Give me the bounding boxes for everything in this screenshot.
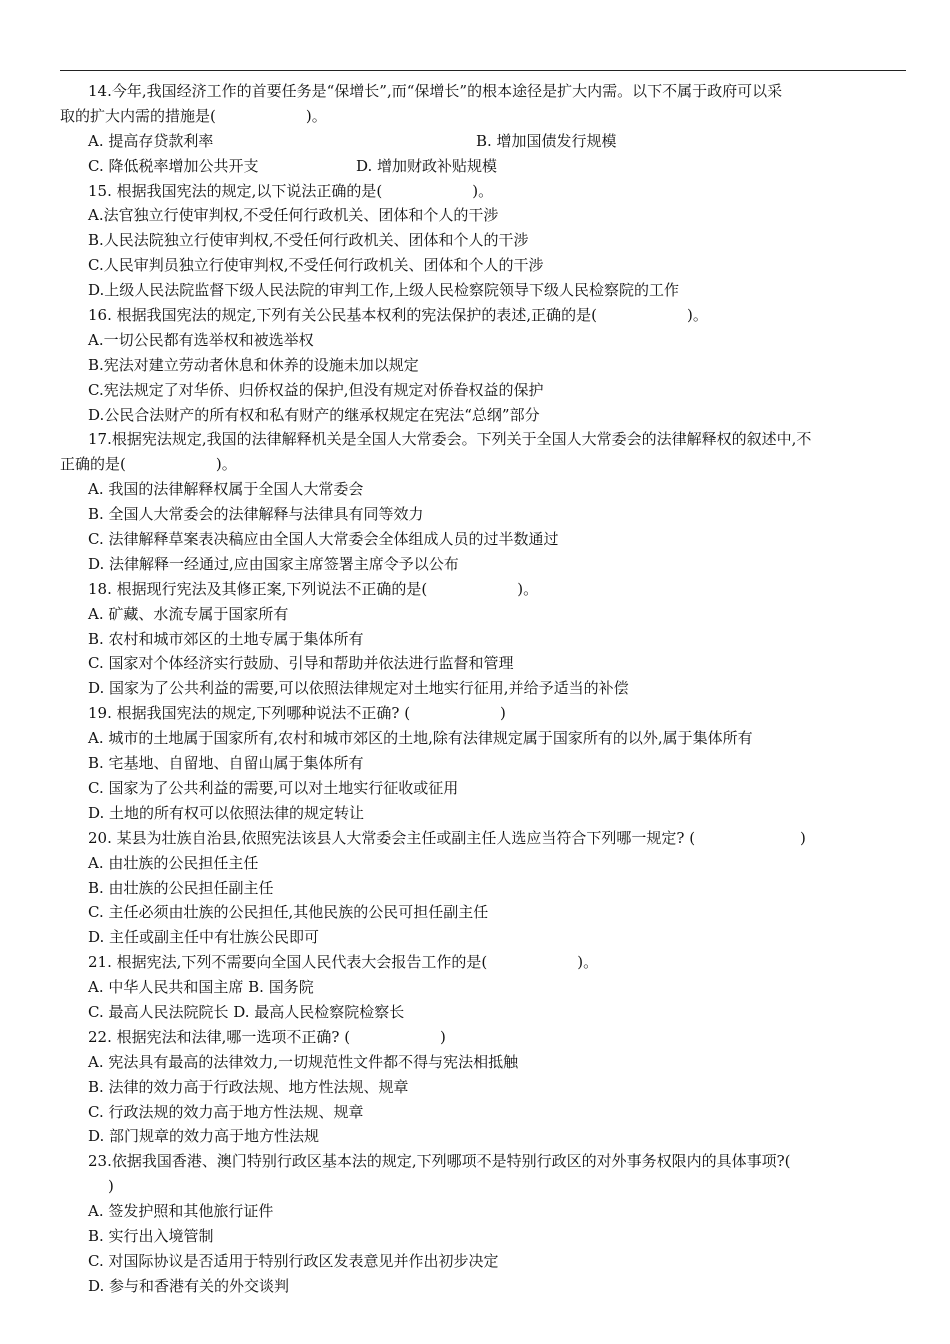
question-17-stem: 17.根据宪法规定,我国的法律解释机关是全国人大常委会。下列关于全国人大常委会的法律解释权的叙述中,不 xyxy=(88,430,812,449)
question-22-option-b: B. 法律的效力高于行政法规、地方性法规、规章 xyxy=(88,1077,409,1096)
question-17-option-a: A. 我国的法律解释权属于全国人大常委会 xyxy=(88,480,364,499)
question-14-option-c: C. 降低税率增加公共开支 xyxy=(88,156,259,175)
question-16-option-d: D.公民合法财产的所有权和私有财产的继承权规定在宪法“总纲”部分 xyxy=(88,405,540,424)
question-22-option-a: A. 宪法具有最高的法律效力,一切规范性文件都不得与宪法相抵触 xyxy=(88,1052,519,1071)
question-18-option-c: C. 国家对个体经济实行鼓励、引导和帮助并依法进行监督和管理 xyxy=(88,654,514,673)
question-23-option-d: D. 参与和香港有关的外交谈判 xyxy=(88,1276,290,1295)
question-14-option-a: A. 提高存贷款利率 xyxy=(88,131,214,150)
question-15-option-c: C.人民审判员独立行使审判权,不受任何行政机关、团体和个人的干涉 xyxy=(88,256,544,275)
question-19-stem: 19. 根据我国宪法的规定,下列哪种说法不正确? ( ) xyxy=(88,704,506,723)
question-14-option-d: D. 增加财政补贴规模 xyxy=(356,156,498,175)
question-23-stem: 23.依据我国香港、澳门特别行政区基本法的规定,下列哪项不是特别行政区的对外事务权限内的具体事项?( xyxy=(88,1152,791,1171)
question-14-options-cd xyxy=(60,154,908,179)
question-19-option-b: B. 宅基地、自留地、自留山属于集体所有 xyxy=(88,754,364,773)
question-15-option-a: A.法官独立行使审判权,不受任何行政机关、团体和个人的干涉 xyxy=(88,206,499,225)
question-15-option-d: D.上级人民法院监督下级人民法院的审判工作,上级人民检察院领导下级人民检察院的工作 xyxy=(88,281,680,300)
question-18-option-b: B. 农村和城市郊区的土地专属于集体所有 xyxy=(88,629,364,648)
question-19-option-d: D. 土地的所有权可以依照法律的规定转让 xyxy=(88,803,365,822)
question-23-stem-cont: ) xyxy=(108,1177,114,1196)
question-21-options-ab: A. 中华人民共和国主席 B. 国务院 xyxy=(88,978,314,997)
question-18-option-d: D. 国家为了公共利益的需要,可以依照法律规定对土地实行征用,并给予适当的补偿 xyxy=(88,679,629,698)
question-23-option-b: B. 实行出入境管制 xyxy=(88,1226,214,1245)
question-19-option-c: C. 国家为了公共利益的需要,可以对土地实行征收或征用 xyxy=(88,778,459,797)
question-14-option-b: B. 增加国债发行规模 xyxy=(476,131,617,150)
question-17-option-b: B. 全国人大常委会的法律解释与法律具有同等效力 xyxy=(88,505,424,524)
question-20-option-b: B. 由壮族的公民担任副主任 xyxy=(88,878,274,897)
question-17-option-d: D. 法律解释一经通过,应由国家主席签署主席令予以公布 xyxy=(88,554,459,573)
question-23-option-a: A. 签发护照和其他旅行证件 xyxy=(88,1202,274,1221)
question-18-stem: 18. 根据现行宪法及其修正案,下列说法不正确的是( )。 xyxy=(88,579,539,598)
header-rule xyxy=(60,70,906,71)
question-15-option-b: B.人民法院独立行使审判权,不受任何行政机关、团体和个人的干涉 xyxy=(88,231,529,250)
question-20-stem: 20. 某县为壮族自治县,依照宪法该县人大常委会主任或副主任人选应当符合下列哪一规定? ( ) xyxy=(88,828,806,847)
question-14-stem: 14.今年,我国经济工作的首要任务是“保增长”,而“保增长”的根本途径是扩大内需。以下不属于政府可以采 xyxy=(88,82,783,100)
question-18-option-a: A. 矿藏、水流专属于国家所有 xyxy=(88,604,289,623)
question-14-options-ab xyxy=(60,129,908,154)
question-22-stem: 22. 根据宪法和法律,哪一选项不正确? ( ) xyxy=(88,1027,446,1046)
question-21-options-cd: C. 最高人民法院院长 D. 最高人民检察院检察长 xyxy=(88,1002,405,1021)
question-20-option-d: D. 主任或副主任中有壮族公民即可 xyxy=(88,928,320,947)
question-16-option-a: A.一切公民都有选举权和被选举权 xyxy=(88,330,314,349)
question-21-stem: 21. 根据宪法,下列不需要向全国人民代表大会报告工作的是( )。 xyxy=(88,953,599,972)
question-19-option-a: A. 城市的土地属于国家所有,农村和城市郊区的土地,除有法律规定属于国家所有的以外,属于集体所有 xyxy=(88,729,753,748)
question-22-option-d: D. 部门规章的效力高于地方性法规 xyxy=(88,1127,320,1146)
question-15-stem: 15. 根据我国宪法的规定,以下说法正确的是( )。 xyxy=(88,181,494,200)
exam-page xyxy=(60,79,908,1299)
question-22-option-c: C. 行政法规的效力高于地方性法规、规章 xyxy=(88,1102,364,1121)
question-14-stem-cont: 取的扩大内需的措施是( )。 xyxy=(60,106,327,125)
question-16-option-c: C.宪法规定了对华侨、归侨权益的保护,但没有规定对侨眷权益的保护 xyxy=(88,380,544,399)
question-16-option-b: B.宪法对建立劳动者休息和休养的设施未加以规定 xyxy=(88,355,419,374)
question-17-option-c: C. 法律解释草案表决稿应由全国人大常委会全体组成人员的过半数通过 xyxy=(88,530,559,549)
question-17-stem-cont: 正确的是( )。 xyxy=(60,455,237,474)
question-16-stem: 16. 根据我国宪法的规定,下列有关公民基本权利的宪法保护的表述,正确的是( )。 xyxy=(88,306,708,325)
question-20-option-c: C. 主任必须由壮族的公民担任,其他民族的公民可担任副主任 xyxy=(88,903,489,922)
question-20-option-a: A. 由壮族的公民担任主任 xyxy=(88,853,259,872)
question-23-option-c: C. 对国际协议是否适用于特别行政区发表意见并作出初步决定 xyxy=(88,1251,499,1270)
